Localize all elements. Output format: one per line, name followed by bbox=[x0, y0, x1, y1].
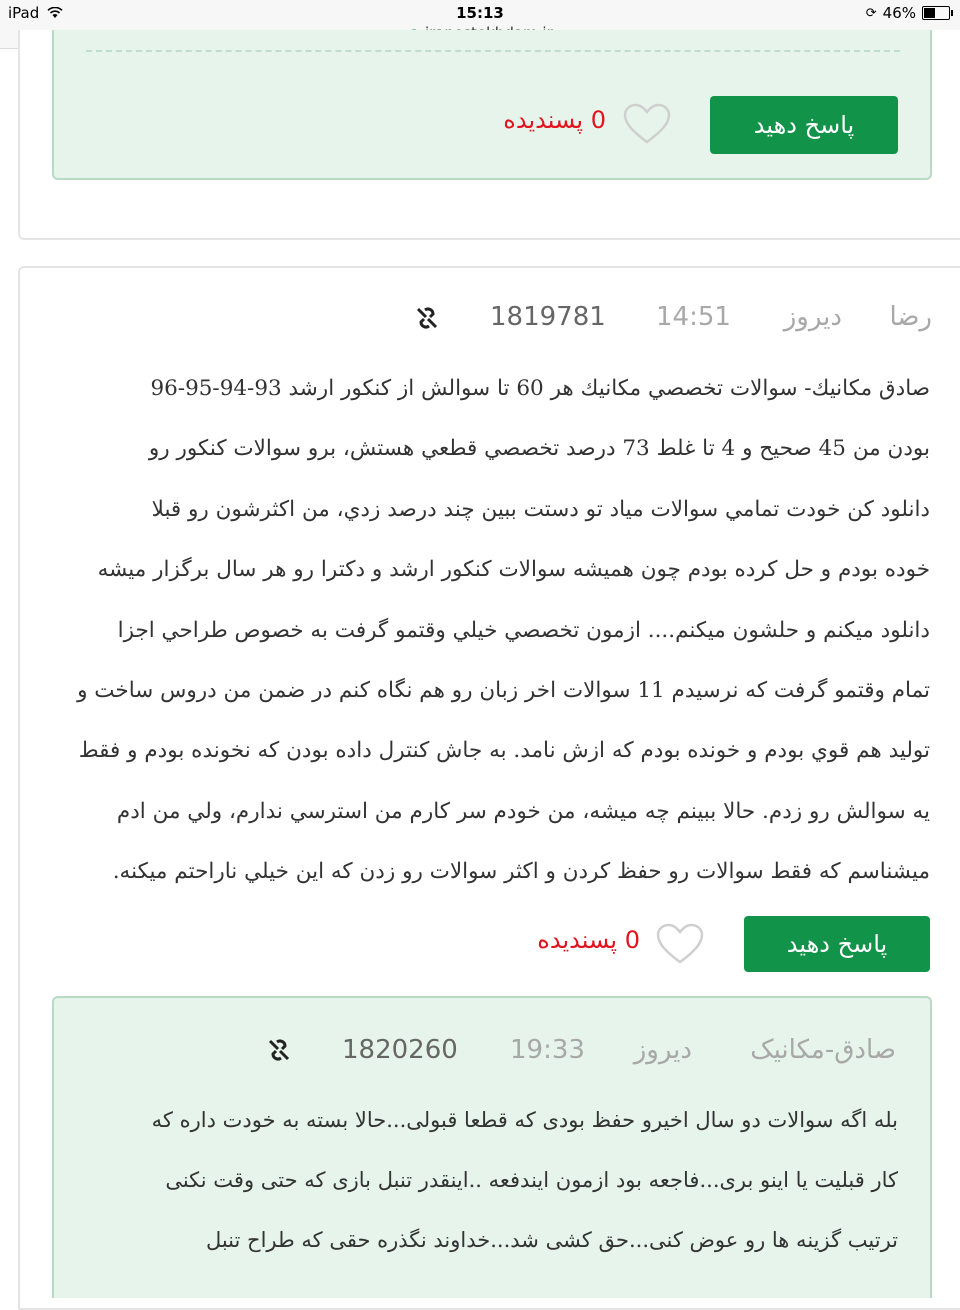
permalink-icon[interactable] bbox=[412, 304, 442, 332]
comment-line: دانلود كن خودت تمامي سوالات مياد تو دستت ببين چند درصد زدي، من اكثرشون رو قبلا bbox=[151, 497, 930, 522]
battery-percent: 46% bbox=[882, 4, 916, 22]
battery-icon bbox=[922, 6, 950, 20]
likes-count: 0 bbox=[590, 106, 606, 134]
permalink-icon[interactable] bbox=[264, 1036, 294, 1064]
comment-line: ميشناسم كه فقط سوالات رو حفظ كردن و اكثر سوالات رو زدن كه اين خيلي ناراحتم ميكنه. bbox=[112, 859, 930, 884]
comment-id: 1819781 bbox=[490, 302, 606, 332]
comment-line: صادق مكانيك- سوالات تخصصي مكانيك هر 60 تا سوالش از كنكور ارشد 93-94-95-96 bbox=[150, 376, 930, 401]
likes-text: پسندیده bbox=[537, 926, 618, 954]
heart-icon[interactable] bbox=[622, 102, 672, 146]
heart-icon[interactable] bbox=[655, 922, 705, 966]
reply-date: دیروز bbox=[633, 1035, 692, 1065]
likes-count: 0 bbox=[624, 926, 640, 954]
clock: 15:13 bbox=[456, 4, 504, 22]
status-right bbox=[866, 4, 950, 22]
reply-line: کار قبلیت یا اینو بری...فاجعه بود ازمون ایندفعه ..اینقدر تنبل بازی که حتی وقت نکنی bbox=[165, 1168, 898, 1192]
comment-author: رضا bbox=[889, 302, 932, 332]
reply-line: ترتیب گزینه ها رو عوض کنی...حق کشی شد...خداوند نگذره حقی که طراح تنبل bbox=[205, 1228, 898, 1252]
likes-label bbox=[486, 106, 606, 134]
likes-text: پسندیده bbox=[503, 106, 584, 134]
comment-line: دانلود ميكنم و حلشون ميكنم.... ازمون تخصصي خيلي وقتمو گرفت به خصوص طراحي اجزا bbox=[117, 618, 930, 643]
comment-line: يه سوالش رو زدم. حالا ببينم چه ميشه، من خودم سر كارم من استرسي ندارم، ولي من ادم bbox=[116, 799, 930, 824]
reply-time: 19:33 bbox=[510, 1035, 585, 1065]
comment-line: تمام وقتمو گرفت كه نرسيدم 11 سوالات اخر زبان رو هم نگاه كنم در ضمن من دروس ساخت و bbox=[77, 678, 930, 703]
comment-line: خوده بودم و حل كرده بودم چون هميشه سوالات كنكور ارشد و دكترا رو هر سال برگزار ميشه bbox=[97, 557, 930, 582]
reply-line: بله اگه سوالات دو سال اخیرو حفظ بودی که قطعا قبولی...حالا بسته به خودت داره که bbox=[151, 1108, 898, 1132]
likes-label bbox=[500, 926, 640, 954]
reply-author: صادق-مکانیک bbox=[750, 1035, 896, 1065]
comment-line: توليد هم قوي بودم و خونده بودم كه ازش نامد. به جاش كنترل داده بودن كه نخونده بودم و فقط bbox=[78, 738, 930, 763]
orientation-lock-icon: ⟳ bbox=[865, 5, 877, 21]
device-name: iPad bbox=[8, 4, 40, 22]
reply-button[interactable]: پاسخ دهید bbox=[710, 96, 898, 154]
divider bbox=[86, 50, 900, 52]
comment-time: 14:51 bbox=[656, 302, 731, 332]
status-bar bbox=[0, 0, 960, 26]
comment-date: ديروز bbox=[783, 302, 842, 332]
comment-line: بودن من 45 صحيح و 4 تا غلط 73 درصد تخصصي قطعي هستش، برو سوالات كنكور رو bbox=[148, 436, 930, 461]
reply-button[interactable]: پاسخ دهید bbox=[744, 916, 930, 972]
reply-id: 1820260 bbox=[342, 1035, 458, 1065]
previous-reply-box bbox=[52, 30, 932, 180]
